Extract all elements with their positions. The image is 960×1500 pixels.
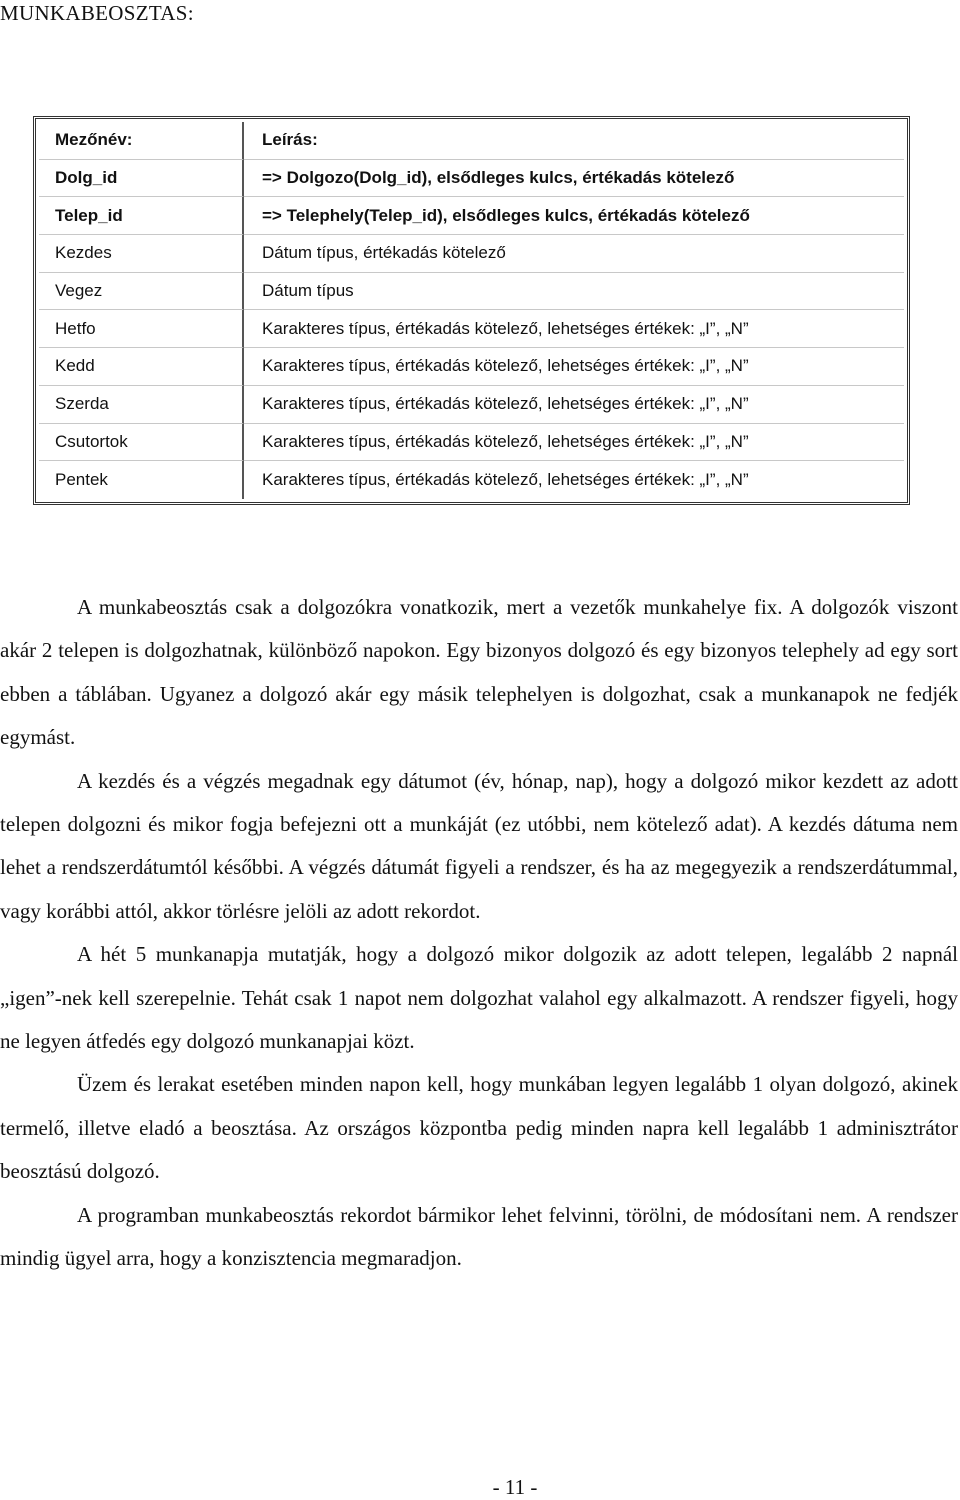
field-description-cell: Karakteres típus, értékadás kötelező, lehetséges értékek: „I”, „N” [244, 310, 904, 348]
field-description-cell: => Telephely(Telep_id), elsődleges kulcs, értékadás kötelező [244, 197, 904, 235]
field-name-cell: Kedd [39, 348, 244, 386]
field-description-cell: Dátum típus [244, 273, 904, 311]
field-description-cell: Karakteres típus, értékadás kötelező, lehetséges értékek: „I”, „N” [244, 424, 904, 462]
table-row [39, 461, 904, 499]
table-row [39, 310, 904, 348]
document-title: MUNKABEOSZTAS: [0, 1, 194, 25]
field-description-cell: Karakteres típus, értékadás kötelező, lehetséges értékek: „I”, „N” [244, 386, 904, 424]
field-name-cell: Kezdes [39, 235, 244, 273]
field-name-cell: Pentek [39, 461, 244, 499]
table-row [39, 273, 904, 311]
table-row [39, 386, 904, 424]
header-description: Leírás: [244, 122, 904, 160]
document-body [0, 586, 958, 1281]
paragraph: A munkabeosztás csak a dolgozókra vonatkozik, mert a vezetők munkahelye fix. A dolgozók viszont akár 2 telepen is dolgozhatnak, különböző napokon. Egy bizonyos dolgozó és egy bizonyos telephely ad egy sort ebben a táblában. Ugyanez a dolgozó akár egy másik telephelyen is dolgozhat, csak a munkanapok ne fedjék egymást. [0, 595, 958, 750]
field-name-cell: Hetfo [39, 310, 244, 348]
paragraph: Üzem és lerakat esetében minden napon kell, hogy munkában legyen legalább 1 olyan dolgozó, akinek termelő, illetve eladó a beosztása. Az országos központba pedig minden napra kell legalább 1 adminisztrátor beosztású dolgozó. [0, 1072, 958, 1184]
table-row [39, 235, 904, 273]
field-name-cell: Dolg_id [39, 160, 244, 198]
field-name-cell: Telep_id [39, 197, 244, 235]
paragraph: A programban munkabeosztás rekordot bármikor lehet felvinni, törölni, de módosítani nem. A rendszer mindig ügyel arra, hogy a konzisztencia megmaradjon. [0, 1202, 958, 1271]
field-description-cell: Dátum típus, értékadás kötelező [244, 235, 904, 273]
field-table-grid [39, 122, 904, 499]
header-field-name: Mezőnév: [39, 122, 244, 160]
table-row [39, 348, 904, 386]
table-header-row [39, 122, 904, 160]
field-description-cell: Karakteres típus, értékadás kötelező, lehetséges értékek: „I”, „N” [244, 348, 904, 386]
table-row [39, 197, 904, 235]
field-description-cell: => Dolgozo(Dolg_id), elsődleges kulcs, értékadás kötelező [244, 160, 904, 198]
page-number: - 11 - [492, 1475, 538, 1499]
paragraph: A kezdés és a végzés megadnak egy dátumot (év, hónap, nap), hogy a dolgozó mikor kezdett az adott telepen dolgozni és mikor fogja befejezni ott a munkáját (ez utóbbi, nem kötelező adat). A kezdés dátuma nem lehet a rendszerdátumtól későbbi. A végzés dátumát figyeli a rendszer, és ha az megegyezik a rendszerdátummal, vagy korábbi attól, akkor törlésre jelöli az adott rekordot. [0, 768, 958, 923]
field-table [33, 116, 910, 505]
field-name-cell: Szerda [39, 386, 244, 424]
field-name-cell: Csutortok [39, 424, 244, 462]
table-row [39, 160, 904, 198]
paragraph: A hét 5 munkanapja mutatják, hogy a dolgozó mikor dolgozik az adott telepen, legalább 2 napnál „igen”-nek kell szerepelnie. Tehát csak 1 napot nem dolgozhat valahol egy alkalmazott. A rendszer figyeli, hogy ne legyen átfedés egy dolgozó munkanapjai közt. [0, 942, 958, 1054]
field-description-cell: Karakteres típus, értékadás kötelező, lehetséges értékek: „I”, „N” [262, 470, 749, 490]
field-name-cell: Vegez [39, 273, 244, 311]
table-row [39, 424, 904, 462]
